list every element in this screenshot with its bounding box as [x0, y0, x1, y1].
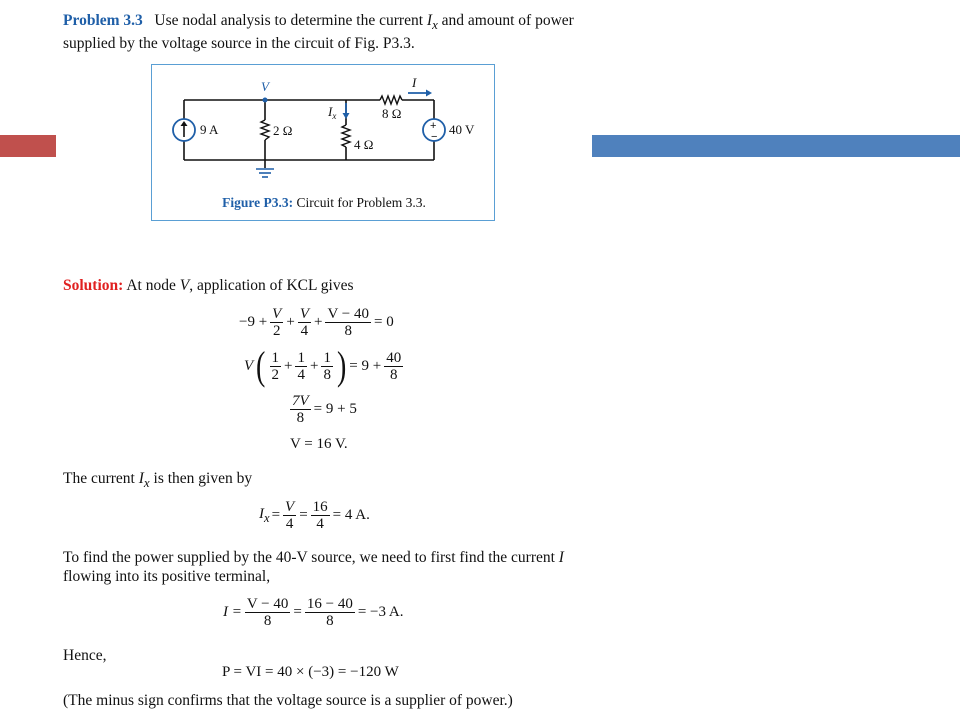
circuit-diagram	[152, 65, 494, 190]
eq2-mid: = 9 +	[349, 357, 382, 374]
eq6-eq: =	[293, 604, 302, 620]
current-text-b: is then given by	[149, 470, 253, 487]
current-text-var: I	[138, 470, 144, 487]
eq5-eq2: =	[299, 507, 308, 523]
eq2-left-paren: (	[256, 343, 266, 388]
equation-7: P = VI = 40 × (−3) = −120 W	[222, 664, 399, 680]
eq5-frac-2	[311, 499, 330, 532]
eq1-rhs: = 0	[373, 314, 394, 330]
statement-part-b: and amount of power supplied by the voltage source in the circuit of Fig. P3.3.	[63, 12, 574, 53]
eq5-rhs: = 4 A.	[332, 507, 370, 523]
eq3-frac	[290, 393, 311, 426]
eq3-num: 7V	[292, 393, 309, 409]
eq3-den: 8	[296, 410, 305, 426]
equation-1	[238, 306, 395, 339]
svg-text:Ix	[327, 104, 336, 121]
closing-text: (The minus sign confirms that the voltage source is a supplier of power.)	[63, 692, 513, 709]
ix-arrow-icon	[343, 103, 350, 119]
ground-icon	[256, 169, 274, 177]
eq6-d1: 8	[263, 613, 272, 629]
eq1-frac-1	[270, 306, 283, 339]
eq5-lhs-var: I	[259, 505, 264, 522]
eq5-n2: 16	[312, 499, 328, 515]
power-text-b: flowing into its positive terminal,	[63, 568, 271, 585]
eq1-n3: V − 40	[327, 306, 369, 322]
eq2-d2: 4	[297, 366, 305, 383]
resistor-4ohm-icon	[342, 125, 350, 147]
eq5-lhs-sub: x	[264, 510, 270, 525]
current-i-label: I	[412, 75, 417, 90]
eq2-p2: +	[309, 357, 319, 374]
right-accent-bar	[592, 135, 960, 157]
solution-label: Solution:	[63, 277, 124, 294]
eq1-n2: V	[299, 306, 309, 322]
eq1-n1: V	[272, 306, 282, 322]
intro-a: At node	[123, 277, 180, 294]
caption-label: Figure P3.3:	[222, 195, 294, 210]
equation-2	[243, 343, 405, 388]
eq2-right-paren: )	[336, 343, 347, 388]
eq1-p2: +	[313, 314, 323, 330]
eq3-rhs: = 9 + 5	[313, 401, 357, 417]
eq5-d2: 4	[316, 516, 324, 532]
power-text	[63, 548, 598, 586]
ix-sub: x	[332, 111, 337, 121]
minus-sign: −	[431, 131, 438, 143]
current-source-icon	[173, 119, 195, 141]
r1-label: 2 Ω	[273, 123, 293, 138]
statement-sub: x	[432, 17, 438, 33]
plus-sign: +	[430, 120, 437, 132]
eq5-eq: =	[271, 507, 281, 523]
left-accent-bar	[0, 135, 56, 157]
node-dot	[263, 98, 268, 103]
equation-6	[222, 596, 405, 629]
eq1-p1: +	[286, 314, 295, 330]
eq1-frac-2	[298, 306, 311, 339]
resistor-8ohm-icon	[380, 96, 402, 104]
r2-label: 4 Ω	[354, 137, 374, 152]
problem-statement	[63, 11, 603, 53]
current-text-a: The current	[63, 470, 139, 487]
equation-5	[258, 499, 371, 532]
eq5-n1: V	[285, 499, 295, 515]
node-label: V	[261, 79, 269, 94]
caption-text: Circuit for Problem 3.3.	[293, 195, 426, 210]
ix-label: I	[328, 104, 333, 119]
eq2-frac-3	[321, 350, 333, 383]
r3-label: 8 Ω	[382, 106, 402, 121]
eq2-lead: V	[244, 357, 254, 374]
eq6-frac-2	[305, 596, 355, 629]
eq1-d3: 8	[344, 323, 352, 339]
eq2-d3: 8	[323, 366, 331, 383]
eq6-n1: V − 40	[246, 596, 289, 612]
intro-var: V	[179, 277, 190, 294]
power-text-a: To find the power supplied by the 40-V source, we need to first find the current	[63, 549, 559, 566]
eq2-n2: 1	[297, 349, 305, 366]
eq2-p1: +	[284, 357, 293, 374]
eq2-frac-2	[295, 350, 307, 383]
equation-4: V = 16 V.	[290, 436, 348, 452]
eq6-n2: 16 − 40	[306, 596, 353, 612]
eq2-n4: 40	[386, 349, 402, 366]
current-text-sub: x	[143, 475, 150, 491]
current-text	[63, 469, 252, 492]
eq2-n1: 1	[271, 349, 279, 366]
eq2-frac-4	[384, 350, 403, 383]
power-text-var: I	[558, 549, 564, 566]
voltage-source-label: 40 V	[449, 122, 475, 137]
eq5-frac-1	[283, 499, 296, 532]
intro-b: , application of KCL gives	[189, 277, 354, 294]
problem-label: Problem 3.3	[63, 12, 143, 29]
eq5-lhs	[259, 506, 270, 526]
equation-3	[288, 393, 358, 426]
i-arrow-icon	[408, 90, 432, 97]
eq2-n3: 1	[323, 349, 331, 366]
eq1-d1: 2	[273, 323, 281, 339]
eq2-d1: 2	[271, 366, 279, 383]
hence-text: Hence,	[63, 647, 107, 664]
eq6-rhs: = −3 A.	[357, 604, 404, 620]
eq2-d4: 8	[389, 366, 398, 383]
solution-intro	[63, 276, 353, 295]
eq6-lhs: I =	[223, 604, 242, 620]
eq1-frac-3	[325, 306, 371, 339]
figure-box	[151, 64, 495, 221]
eq2-frac-1	[270, 350, 282, 383]
eq1-d2: 4	[300, 323, 309, 339]
statement-var: I	[426, 12, 433, 29]
statement-part-a: Use nodal analysis to determine the current	[154, 12, 427, 29]
eq5-d1: 4	[285, 516, 294, 532]
eq6-d2: 8	[326, 613, 334, 629]
figure-caption	[152, 195, 496, 211]
current-source-label: 9 A	[200, 122, 219, 137]
resistor-2ohm-icon	[261, 120, 269, 140]
eq6-frac-1	[245, 596, 291, 629]
eq1-lead: −9 +	[239, 314, 268, 330]
